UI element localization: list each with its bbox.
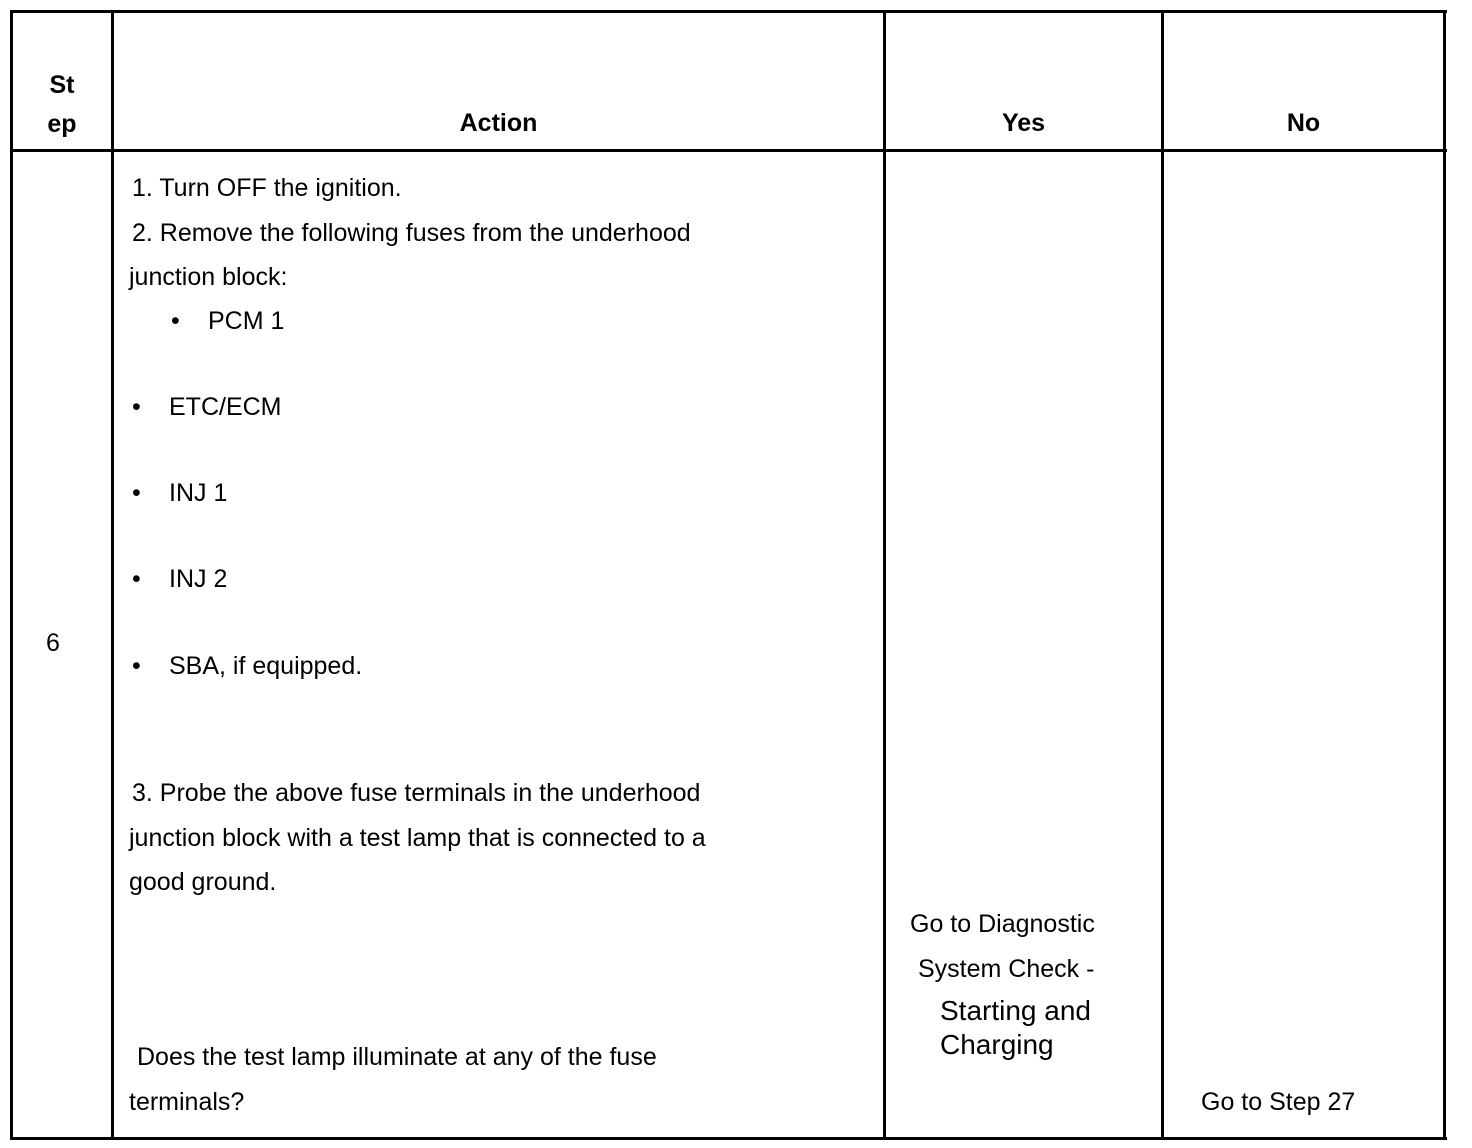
fuse-bullet-3: •	[132, 479, 141, 507]
header-yes: Yes	[1001, 109, 1046, 137]
fuse-bullet-5: •	[132, 652, 141, 680]
column-divider-action	[883, 10, 886, 1140]
action-item-3-line3: good ground.	[129, 868, 277, 896]
header-no: No	[1286, 109, 1321, 137]
action-item-2-line1: 2. Remove the following fuses from the underhood	[132, 219, 691, 247]
no-link: Go to Step 27	[1201, 1088, 1356, 1116]
yes-link-line1: Go to Diagnostic	[910, 910, 1095, 938]
table-border-top	[10, 10, 1447, 13]
table-border-bottom	[10, 1137, 1447, 1140]
header-step-line1: St	[49, 71, 75, 99]
column-divider-yes	[1161, 10, 1164, 1140]
yes-link-line2: System Check -	[918, 955, 1095, 983]
fuse-item-4: INJ 2	[169, 565, 228, 593]
fuse-item-1: PCM 1	[208, 307, 285, 335]
fuse-item-2: ETC/ECM	[169, 393, 282, 421]
action-item-3-line1: 3. Probe the above fuse terminals in the underhood	[132, 779, 701, 807]
step-number: 6	[46, 629, 60, 657]
fuse-bullet-2: •	[132, 393, 141, 421]
header-divider	[10, 149, 1447, 152]
action-question-line2: terminals?	[129, 1088, 245, 1116]
table-border-left	[10, 10, 13, 1140]
yes-link-line4: Charging	[940, 1029, 1054, 1060]
table-border-right	[1443, 10, 1446, 1140]
action-item-1: 1. Turn OFF the ignition.	[132, 174, 402, 202]
action-question-line1: Does the test lamp illuminate at any of the fuse	[137, 1043, 657, 1071]
fuse-bullet-1: •	[171, 307, 180, 335]
header-action: Action	[459, 109, 538, 137]
action-item-2-line2: junction block:	[129, 263, 288, 291]
column-divider-step	[111, 10, 114, 1140]
yes-link-line3: Starting and	[940, 995, 1091, 1026]
fuse-item-5: SBA, if equipped.	[169, 652, 363, 680]
action-item-3-line2: junction block with a test lamp that is connected to a	[129, 824, 706, 852]
header-step-line2: ep	[47, 110, 77, 138]
fuse-bullet-4: •	[132, 565, 141, 593]
fuse-item-3: INJ 1	[169, 479, 228, 507]
